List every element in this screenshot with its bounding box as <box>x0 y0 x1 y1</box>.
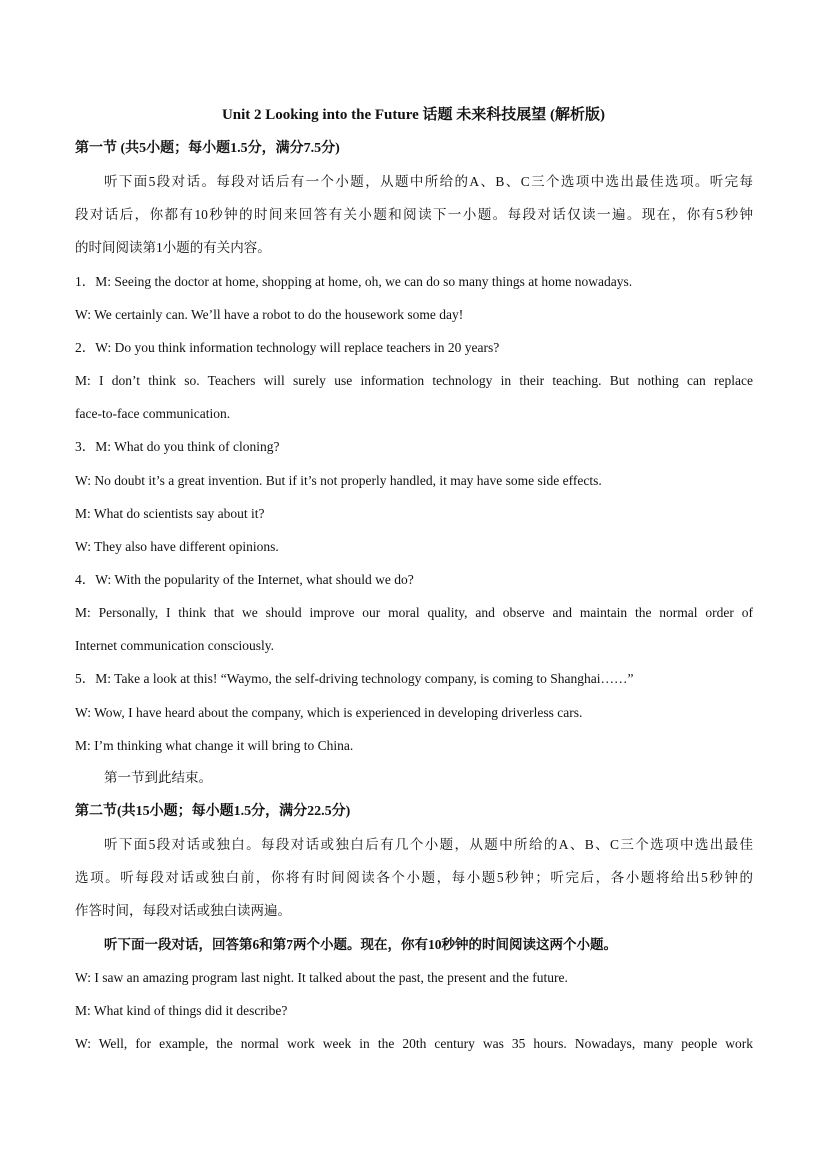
section2-instruction-line: 听下面5段对话或独白。每段对话或独白后有几个小题，从题中所给的A、B、C三个选项中选出最佳 <box>104 837 753 852</box>
dialogue-line: Internet communication consciously. <box>75 638 274 653</box>
dialogue-line: M: I’m thinking what change it will bring to China. <box>75 738 354 753</box>
section1-instruction-line: 段对话后，你都有10秒钟的时间来回答有关小题和阅读下一小题。每段对话仅读一遍。现在，你有5秒钟 <box>75 207 753 222</box>
dialogue-line: 4．W: With the popularity of the Internet, what should we do? <box>75 572 414 587</box>
dialogue-line: M: What do scientists say about it? <box>75 506 265 521</box>
dialogue-line: W: We certainly can. We’ll have a robot to do the housework some day! <box>75 307 464 322</box>
dialogue-line: 1．M: Seeing the doctor at home, shopping at home, oh, we can do so many things at home nowadays. <box>75 274 633 289</box>
dialogue-line: M: Personally, I think that we should improve our moral quality, and observe and maintain the normal order of <box>75 605 753 620</box>
section2-prompt: 听下面一段对话，回答第6和第7两个小题。现在，你有10秒钟的时间阅读这两个小题。 <box>104 937 617 952</box>
dialogue-line: M: I don’t think so. Teachers will surely use information technology in their teaching. But nothing can replace <box>75 373 753 388</box>
dialogue-line: 2．W: Do you think information technology will replace teachers in 20 years? <box>75 340 500 355</box>
dialogue-line: 5．M: Take a look at this! “Waymo, the self-driving technology company, is coming to Shanghai……” <box>75 671 634 686</box>
section2-heading: 第二节(共15小题；每小题1.5分，满分22.5分) <box>75 804 351 819</box>
section2-instruction-line: 选项。听每段对话或独白前，你将有时间阅读各个小题，每小题5秒钟；听完后，各小题将给出5秒钟的 <box>75 870 753 885</box>
dialogue-line: face-to-face communication. <box>75 406 231 421</box>
document-title: Unit 2 Looking into the Future 话题 未来科技展望 (解析版) <box>221 107 606 123</box>
dialogue-line: W: No doubt it’s a great invention. But if it’s not properly handled, it may have some side effects. <box>75 473 602 488</box>
dialogue-line: W: Well, for example, the normal work week in the 20th century was 35 hours. Nowadays, many people work <box>75 1036 753 1051</box>
section2-instruction-line: 作答时间，每段对话或独白读两遍。 <box>75 903 291 918</box>
dialogue-line: W: They also have different opinions. <box>75 539 279 554</box>
dialogue-line: W: I saw an amazing program last night. It talked about the past, the present and the future. <box>75 970 568 985</box>
dialogue-line: M: What kind of things did it describe? <box>75 1003 288 1018</box>
dialogue-line: W: Wow, I have heard about the company, which is experienced in developing driverless cars. <box>75 705 583 720</box>
section1-heading: 第一节 (共5小题；每小题1.5分，满分7.5分) <box>75 141 340 156</box>
section1-instruction-line: 的时间阅读第1小题的有关内容。 <box>75 240 271 255</box>
section1-instruction-line: 听下面5段对话。每段对话后有一个小题，从题中所给的A、B、C三个选项中选出最佳选项。听完每 <box>104 174 753 189</box>
section1-end-note: 第一节到此结束。 <box>104 770 212 785</box>
dialogue-line: 3．M: What do you think of cloning? <box>75 439 280 454</box>
